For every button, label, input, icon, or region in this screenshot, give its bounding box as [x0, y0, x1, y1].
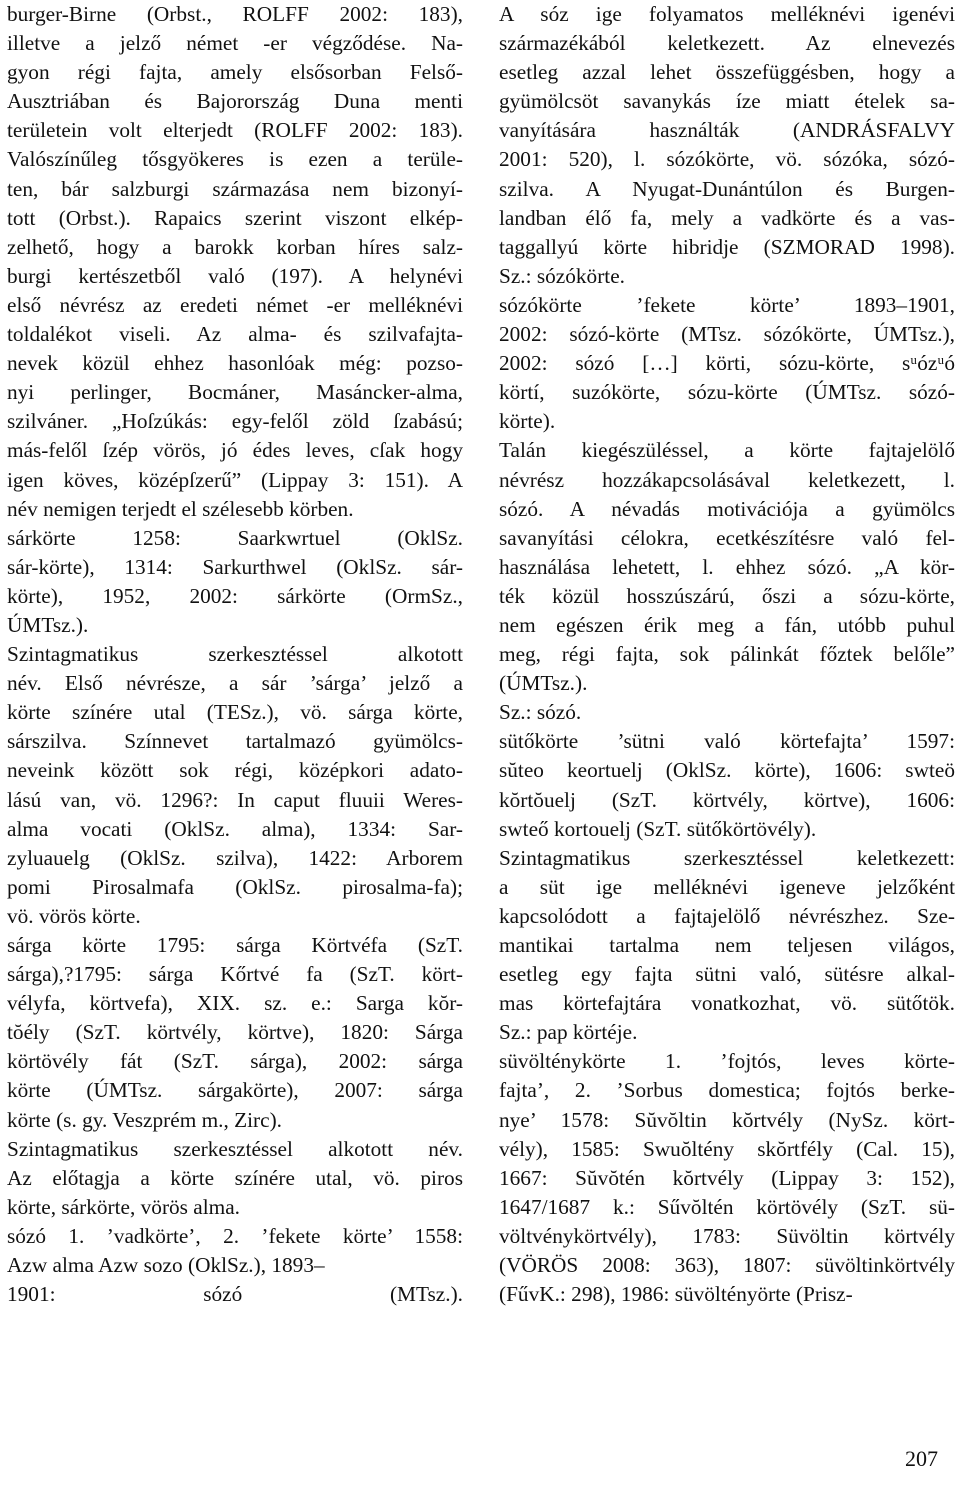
- text-line: körte), 1952, 2002: sárkörte (OrmSz.,: [7, 583, 463, 608]
- text-line: szilváner. „Hoſzúkás: egy-felől zöld ſzabású;: [7, 409, 463, 434]
- text-line: neveink között sok régi, középkori adato-: [7, 758, 463, 783]
- text-line: sŭteo keortuelj (OklSz. körte), 1606: swteö: [499, 758, 955, 783]
- text-line: Sz.: sózó.: [499, 700, 582, 725]
- text-line: kŏrtŏuelj (SzT. körtvély, körtve), 1606:: [499, 787, 955, 812]
- text-line: sütőkörte ’sütni való körtefajta’ 1597:: [499, 729, 955, 754]
- text-line: körte).: [499, 409, 556, 434]
- text-line: első névrész az eredeti német -er melléknévi: [7, 292, 463, 317]
- text-line: Sz.: pap körtéje.: [499, 1020, 638, 1045]
- text-line: mantikai tartalma nem teljesen világos,: [499, 933, 955, 957]
- text-line: sárszilva. Színnevet tartalmazó gyümölcs-: [7, 729, 463, 754]
- text-line: 2002: sózó […] körti, sózu-körte, sᵘózᵘó: [499, 351, 955, 376]
- text-line: burger-Birne (Orbst., ROLFF 2002: 183),: [7, 2, 463, 26]
- text-line: 1647/1687 k.: Sűvŏltén körtövély (SzT. sü-: [499, 1194, 955, 1219]
- page-number: 207: [905, 1446, 938, 1471]
- text-line: lású van, vö. 1296?: In caput fluuii Weres-: [7, 787, 463, 812]
- text-line: Szintagmatikus szerkesztéssel keletkezett:: [499, 845, 955, 870]
- text-line: sárga),?1795: sárga Kőrtvé fa (SzT. kört-: [7, 962, 463, 987]
- text-line: esetleg egy fajta sütni való, sütésre alkal-: [499, 962, 955, 987]
- text-line: fajta’, 2. ’Sorbus domestica; fojtós berke-: [499, 1078, 955, 1103]
- text-line: sár-körte), 1314: Sarkurthwel (OklSz. sár-: [7, 554, 463, 579]
- text-line: vélyfa, körtvefa), XIX. sz. e.: Sarga kŏr-: [7, 991, 463, 1016]
- text-line: Az előtagja a körte színére utal, vö. piros: [7, 1165, 463, 1190]
- text-line: körtí, suzókörte, sózu-körte (ÚMTsz. sózó-: [499, 380, 955, 405]
- text-line: Talán kiegészüléssel, a körte fajtajelölő: [499, 438, 955, 463]
- text-line: sárga körte 1795: sárga Körtvéfa (SzT.: [7, 933, 463, 957]
- text-line: süvölténykörte 1. ’fojtós, leves körte-: [499, 1049, 955, 1074]
- text-line: körte (ÚMTsz. sárgakörte), 2007: sárga: [7, 1078, 463, 1103]
- left-column: [7, 0, 463, 1309]
- text-line: a süt ige melléknévi igeneve jelzőként: [499, 874, 955, 899]
- text-line: körte színére utal (TESz.), vö. sárga körte,: [7, 700, 463, 725]
- text-line: ÚMTsz.).: [7, 612, 89, 637]
- text-line: A sóz ige folyamatos melléknévi igenévi: [499, 2, 955, 26]
- text-line: igen köves, középſzerű” (Lippay 3: 151). A: [7, 467, 463, 492]
- text-line: Szintagmatikus szerkesztéssel alkotott: [7, 642, 463, 667]
- text-line: gyon régi fajta, amely elsősorban Felső-: [7, 60, 463, 85]
- text-line: taggallyú körte hibridje (SZMORAD 1998).: [499, 234, 955, 259]
- text-line: sózó. A névadás motivációja a gyümölcs: [499, 496, 955, 521]
- text-line: alma vocati (OklSz. alma), 1334: Sar-: [7, 816, 463, 841]
- text-line: ték közül hosszúszárú, őszi a sózu-körte,: [499, 583, 955, 608]
- text-line: más-felől ſzép vörös, jó édes leves, cſak hogy: [7, 438, 463, 463]
- text-line: körtövély fát (SzT. sárga), 2002: sárga: [7, 1049, 463, 1074]
- text-line: szilva. A Nyugat-Dunántúlon és Burgen-: [499, 176, 955, 201]
- text-line: 2001: 520), l. sózókörte, vö. sózóka, sózó-: [499, 147, 955, 172]
- text-line: swteő kortouelj (SzT. sütőkörtövély).: [499, 816, 817, 841]
- text-line: használása lehetett, l. ehhez sózó. „A kör-: [499, 554, 955, 579]
- text-line: illetve a jelző német -er végződése. Na-: [7, 31, 463, 56]
- text-line: nevek közül ehhez hasonlóak még: pozso-: [7, 351, 463, 376]
- text-line: völtvénykörtvély), 1783: Süvöltin körtvély: [499, 1223, 955, 1248]
- text-line: körte, sárkörte, vörös alma.: [7, 1194, 241, 1219]
- text-line: 1901: sózó (MTsz.).: [7, 1282, 463, 1307]
- text-line: területein volt elterjedt (ROLFF 2002: 183).: [7, 118, 463, 143]
- text-line: landban élő fa, mely a vadkörte és a vas-: [499, 205, 955, 230]
- text-line: Ausztriában és Bajorország Duna menti: [7, 89, 463, 114]
- text-line: tott (Orbst.). Rapaics szerint viszont elkép-: [7, 205, 463, 230]
- text-line: kapcsolódott a fajtajelölő névrészhez. Sze-: [499, 903, 955, 928]
- text-line: pomi Pirosalmafa (OklSz. pirosalma-fa);: [7, 874, 463, 899]
- text-line: gyümölcsöt savanykás íze miatt ételek sa-: [499, 89, 955, 114]
- text-line: burgi kertészetből való (197). A helynévi: [7, 263, 463, 288]
- text-line: zelhető, hogy a barokk korban híres salz-: [7, 234, 463, 259]
- text-line: vély), 1585: Swuŏltény skŏrtfély (Cal. 15),: [499, 1136, 955, 1161]
- text-line: 1667: Sŭvŏtén kŏrtvély (Lippay 3: 152),: [499, 1165, 955, 1190]
- text-line: (ÚMTsz.).: [499, 671, 588, 696]
- text-line: vanyítására használták (ANDRÁSFALVY: [499, 118, 955, 143]
- text-line: 2002: sózó-körte (MTsz. sózókörte, ÚMTsz.),: [499, 322, 955, 347]
- text-line: vö. vörös körte.: [7, 903, 141, 928]
- text-line: ten, bár salzburgi származása nem bizonyí-: [7, 176, 463, 201]
- text-line: Valószínűleg tősgyökeres is ezen a terüle-: [7, 147, 463, 172]
- text-line: névrész hozzákapcsolásával keletkezett, l.: [499, 467, 955, 492]
- text-line: sózókörte ’fekete körte’ 1893–1901,: [499, 292, 955, 317]
- text-line: (VÖRÖS 2008: 363), 1807: süvöltinkörtvély: [499, 1253, 955, 1278]
- text-line: nyi perlinger, Bocmáner, Masáncker-alma,: [7, 380, 463, 405]
- text-line: név. Első névrésze, a sár ’sárga’ jelző a: [7, 671, 463, 696]
- text-line: zyluauelg (OklSz. szilva), 1422: Arborem: [7, 845, 463, 870]
- text-line: Szintagmatikus szerkesztéssel alkotott név.: [7, 1136, 463, 1161]
- text-line: körte (s. gy. Veszprém m., Zirc).: [7, 1107, 283, 1132]
- text-line: név nemigen terjedt el szélesebb körben.: [7, 496, 354, 521]
- text-line: sózó 1. ’vadkörte’, 2. ’fekete körte’ 1558:: [7, 1223, 463, 1248]
- right-column: [499, 0, 955, 1309]
- text-line: tŏély (SzT. körtvély, körtve), 1820: Sárga: [7, 1020, 463, 1045]
- text-line: nye’ 1578: Sŭvŏltin kŏrtvély (NySz. kört-: [499, 1107, 955, 1132]
- text-line: származékából keletkezett. Az elnevezés: [499, 31, 955, 56]
- text-line: Azw alma Azw sozo (OklSz.), 1893–: [7, 1253, 325, 1278]
- text-line: (FűvK.: 298), 1986: süvöltényörte (Prisz-: [499, 1282, 853, 1307]
- text-line: esetleg azzal lehet összefüggésben, hogy a: [499, 60, 955, 85]
- text-line: sárkörte 1258: Saarkwrtuel (OklSz.: [7, 525, 463, 550]
- text-line: savanyítási célokra, ecetkészítésre való fel-: [499, 525, 955, 550]
- text-line: mas körtefajtára vonatkozhat, vö. sütőtök.: [499, 991, 955, 1016]
- text-line: toldalékot viseli. Az alma- és szilvafajta-: [7, 322, 463, 347]
- text-line: meg, régi fajta, sok pálinkát főztek belőle”: [499, 642, 955, 667]
- text-line: Sz.: sózókörte.: [499, 263, 625, 288]
- text-line: nem egészen érik meg a fán, utóbb puhul: [499, 612, 955, 637]
